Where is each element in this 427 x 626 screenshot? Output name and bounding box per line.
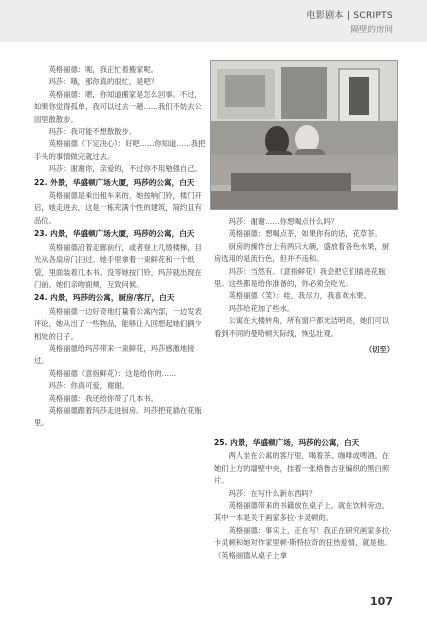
page-number: 107 xyxy=(370,595,393,608)
script-paragraph: 英格丽德沿着走廊前行，或者登上几级楼梯，目光从各扇房门扫过。她手里拿着一束鲜花和一个纸袋，里面装着几本书。没等她按门铃，玛莎就出现在门前。她们亲吻面颊，互致问候。 xyxy=(34,242,202,289)
right-column-top xyxy=(214,216,394,360)
film-still-image xyxy=(211,61,397,209)
script-paragraph: 英格丽德带来的书籍放在桌子上，就在饮料旁边，其中一本是关于画家多拉·卡灵顿的。 xyxy=(214,501,390,523)
script-paragraph: 玛莎：谢谢你，亲爱的，不过你不用勉强自己。 xyxy=(48,164,202,174)
script-paragraph: 公寓在大楼转角，所有窗户都光洁明亮，她们可以看到不同的曼哈顿天际线，恢弘壮观。 xyxy=(214,316,390,338)
script-paragraph: 玛莎给花加了些水。 xyxy=(228,303,295,313)
script-paragraph: 英格丽德：事实上，正在写！我正在研究画家多拉·卡灵顿和她对作家里顿·斯特拉奇的狂热爱情，就是他。（英格丽德从桌子上拿 xyxy=(214,525,392,560)
script-paragraph: 玛莎：你真可爱，谢谢。 xyxy=(48,381,129,391)
magazine-section: 电影剧本 | SCRIPTS xyxy=(306,11,393,21)
script-paragraph: 英格丽德跟着玛莎走进厨房。玛莎把花插在花瓶里。 xyxy=(34,405,202,428)
film-still-photo xyxy=(210,60,398,210)
script-paragraph: 英格丽德：呃，我正忙着搬家呢。 xyxy=(48,65,159,74)
script-paragraph: 玛莎：哦，那你真的很忙，是吧？ xyxy=(48,77,159,87)
script-paragraph: 英格丽德：想喝点茶，如果你有的话，花草茶。 xyxy=(228,229,382,239)
script-paragraph: 英格丽德（下定决心）：好吧……你知道……我把手头的事情做完就过去。 xyxy=(34,139,206,161)
scene-heading: 22. 外景，华盛顿广场大厦，玛莎的公寓，白天 xyxy=(34,177,195,187)
script-paragraph: 英格丽德一边好奇地打量着公寓内部，一边发表评论，她从出了一些物品，能够让人回想起她们俩少相处的日子。 xyxy=(34,306,202,341)
script-title: 隔壁的房间 xyxy=(350,25,393,35)
script-paragraph: 玛莎：在写什么新东西吗？ xyxy=(228,488,317,498)
scene-heading: 24. 内景，玛莎的公寓，厨房/客厅，白天 xyxy=(34,293,175,303)
scene-heading: 23. 内景，华盛顿广场大厦，玛莎的公寓，白天 xyxy=(34,229,195,239)
script-paragraph: 英格丽德：我还给你带了几本书。 xyxy=(48,393,159,403)
script-paragraph: 英格丽德给玛莎带来一束鲜花，玛莎感激地接过。 xyxy=(34,343,195,366)
running-header xyxy=(307,8,394,35)
transition-cue: （切至） xyxy=(364,345,394,355)
script-paragraph: 玛莎：我可能不想散散步。 xyxy=(48,127,137,137)
script-paragraph: 英格丽德（意指鲜花）：这是给你的…… xyxy=(48,368,177,378)
script-paragraph: 玛莎：当然有。（意指鲜花）我会把它们插进花瓶里。这些都是给你准备的，你必须全吃光。 xyxy=(214,266,386,289)
script-paragraph: 英格丽德：嗯，你知道搬家是怎么回事。不过，如果你觉得孤单，我可以过去一趟……我们不妨去公园里散散步。 xyxy=(34,89,202,124)
scene-heading: 25. 内景，华盛顿广场，玛莎的公寓，白天 xyxy=(214,438,360,447)
right-column-bottom xyxy=(214,436,394,562)
script-paragraph: 英格丽德（笑）：哇，我尽力，我喜欢水果。 xyxy=(228,291,371,301)
script-paragraph: 厨房的操作台上有两只大碗，盛放着各色水果，厨房选用的是流行色，但并不违和。 xyxy=(214,241,390,264)
script-paragraph: 两人坐在公寓的客厅里，喝着茶、咖啡或啤酒。在她们上方的墙壁中央，挂着一张格鲁吉亚编织的黑白照片。 xyxy=(214,451,390,486)
script-paragraph: 英格丽德是乘出租车来的，她按响门铃，楼门开启，她走进去，这是一栋充满个性的建筑，简约且有品位。 xyxy=(34,191,202,225)
left-column xyxy=(34,64,206,430)
script-paragraph: 玛莎：谢谢……你想喝点什么吗？ xyxy=(228,217,339,226)
